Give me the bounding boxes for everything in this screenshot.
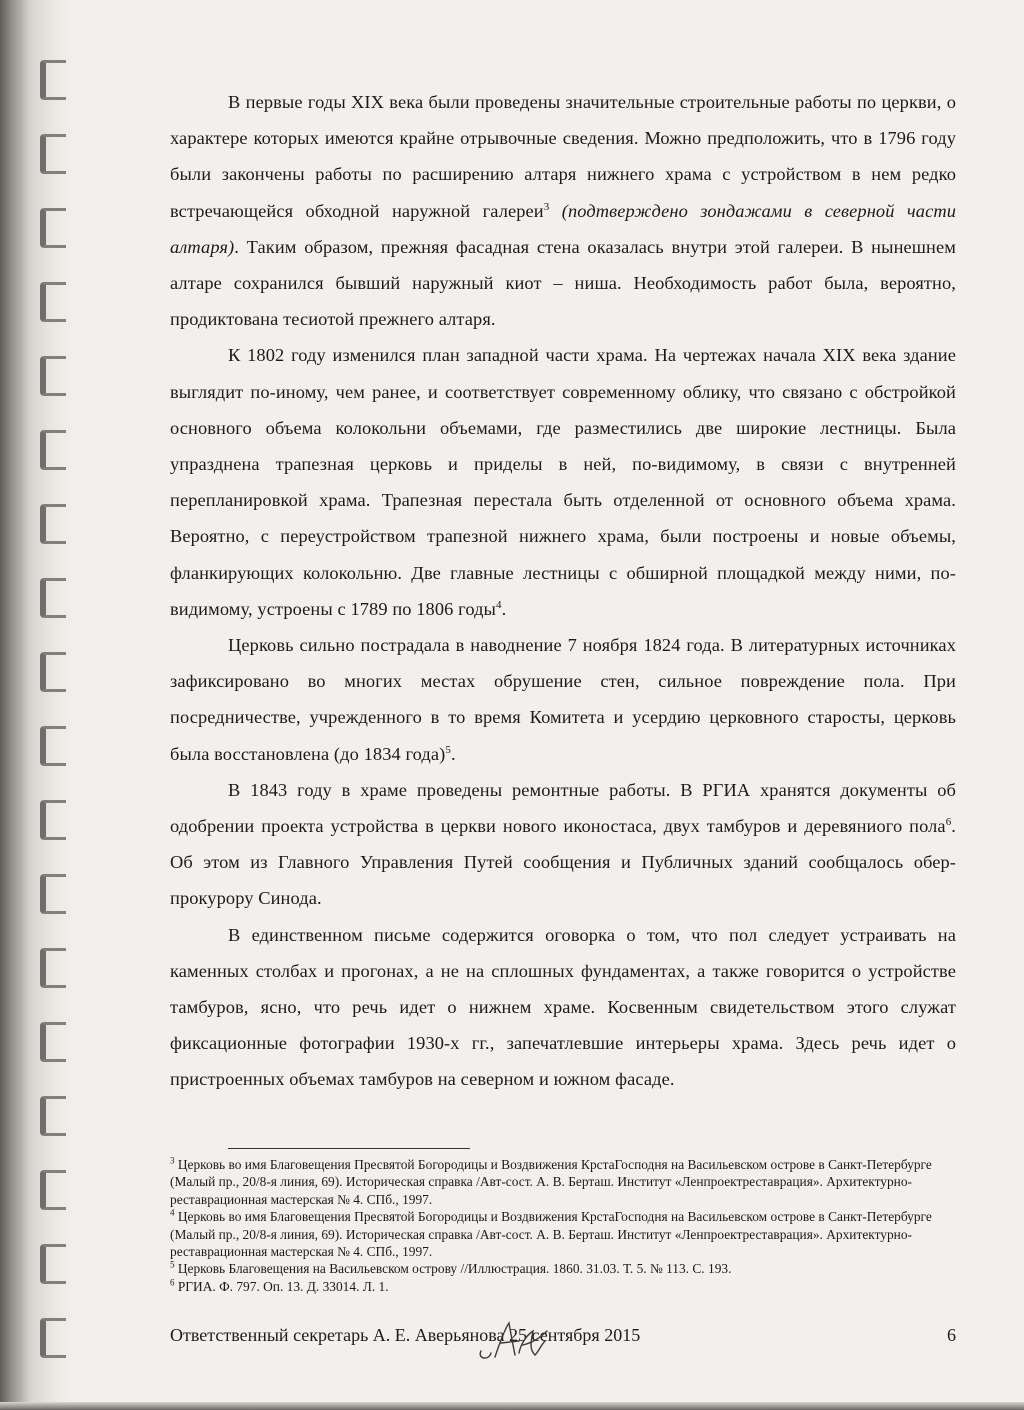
binder-ring bbox=[40, 726, 66, 766]
footnote-ref-6[interactable]: 6 bbox=[945, 815, 952, 828]
binder-ring bbox=[40, 134, 66, 174]
binder-ring bbox=[40, 282, 66, 322]
paragraph-1: В первые годы XIX века были проведены значительные строительные работы по церкви, о характере которых имеются крайне отрывочные сведения. Можно предположить, что в 1796 году были закончены работы по расширению алтаря нижнего храма с устройством в нем редко встречающейся обходной наружной галереи$^3$ (подтверждено зондажами в северной части алтаря). Таким образом, прежняя фасадная стена оказалась внутри этой галереи. В нынешнем алтаре сохранился бывший наружный киот – ниша. Необходимость работ была, вероятно, продиктована тесиотой прежнего алтаря. bbox=[170, 92, 957, 330]
binder-ring bbox=[40, 578, 66, 618]
binder-rings bbox=[40, 0, 74, 1410]
footnote-ref-5[interactable]: 5 bbox=[445, 743, 451, 756]
italic-note: (подтверждено зондажами в северной части алтаря) bbox=[170, 200, 957, 257]
binder-ring bbox=[40, 504, 66, 544]
footnote-6: $^6$ РГИА. Ф. 797. Оп. 13. Д. 33014. Л. 1. bbox=[170, 1277, 389, 1294]
binder-ring bbox=[40, 1096, 66, 1136]
document-body bbox=[170, 84, 956, 1098]
page-footer bbox=[170, 1321, 956, 1365]
footnotes bbox=[170, 1156, 956, 1295]
paragraph-4: В 1843 году в храме проведены ремонтные работы. В РГИА хранятся документы об одобрении проекта устройства в церкви нового иконостаса, двух тамбуров и деревяниого пола$^6$. Об этом из Главного Управления Путей сообщения и Публичных зданий сообщалось обер-прокурору Синода. bbox=[170, 779, 956, 909]
binder-ring bbox=[40, 1244, 66, 1284]
binder-ring bbox=[40, 1318, 66, 1358]
footnote-ref-3[interactable]: 3 bbox=[543, 200, 550, 213]
binder-ring bbox=[40, 1170, 66, 1210]
binder-ring bbox=[40, 430, 66, 470]
footnote-5: $^5$ Церковь Благовещения на Васильевском острову //Иллюстрация. 1860. 31.03. Т. 5. № 113. С. 193. bbox=[170, 1259, 732, 1277]
binder-ring bbox=[40, 874, 66, 914]
scan-bottom-edge bbox=[0, 1402, 1024, 1410]
binder-spine bbox=[0, 0, 74, 1410]
paragraph-3: Церковь сильно пострадала в наводнение 7 ноября 1824 года. В литературных источниках зафиксировано во многих местах обрушение стен, сильное повреждение пола. При посредничестве, учрежденного в то время Комитета и усердию церковного старосты, церковь была восстановлена (до 1834 года)$^5$. bbox=[170, 635, 956, 764]
footnote-separator bbox=[228, 1148, 470, 1149]
binder-ring bbox=[40, 1022, 66, 1062]
footnote-ref-4[interactable]: 4 bbox=[496, 598, 502, 611]
binder-ring bbox=[40, 60, 66, 100]
handwritten-signature bbox=[475, 1317, 555, 1363]
binder-ring bbox=[40, 208, 66, 248]
secretary-line: Ответственный секретарь А. Е. Аверьянова 25 сентября 2015 bbox=[170, 1325, 641, 1345]
page-number: 6 bbox=[947, 1325, 956, 1345]
binder-ring bbox=[40, 948, 66, 988]
paragraph-2: К 1802 году изменился план западной части храма. На чертежах начала XIX века здание выглядит по-иному, чем ранее, и соответствует современному облику, что связано с обстройкой основного объема колокольни объемами, где разместились две широкие лестницы. Была упразднена трапезная церковь и приделы в ней, по-видимому, в связи с внутренней перепланировкой храма. Трапезная перестала быть отделенной от основного объема храма. Вероятно, с переустройством трапезной нижнего храма, были построены и новые объемы, фланкирующих колокольню. Две главные лестницы с обширной площадкой между ними, по-видимому, устроены с 1789 по 1806 годы$^4$. bbox=[170, 345, 956, 619]
binder-ring bbox=[40, 356, 66, 396]
paragraph-5: В единственном письме содержится оговорка о том, что пол следует устраивать на каменных столбах и прогонах, а не на сплошных фундаментах, а также говорится о устройстве тамбуров, ясно, что речь идет о нижнем храме. Косвенным свидетельством этого служат фиксационные фотографии 1930-х гг., запечатлевшие интерьеры храма. Здесь речь идет о пристроенных объемах тамбуров на северном и южном фасаде. bbox=[170, 924, 956, 1090]
binder-ring bbox=[40, 800, 66, 840]
binder-ring bbox=[40, 652, 66, 692]
footnote-4: $^4$ Церковь во имя Благовещения Пресвятой Богородицы и Воздвижения КрстаГосподня на Васильевском острове в Санкт-Петербурге (Малый пр., 20/8-я линия, 69). Историческая справка /Авт-сост. А. В. Берташ. Институт «Ленпроектреставрация». Архитектурно-реставрационная мастерская № 4. СПб., 1997. bbox=[170, 1207, 932, 1260]
footnote-3: $^3$ Церковь во имя Благовещения Пресвятой Богородицы и Воздвижения КрстаГосподня на Васильевском острове в Санкт-Петербурге (Малый пр., 20/8-я линия, 69). Историческая справка /Авт-сост. А. В. Берташ. Институт «Ленпроектреставрация». Архитектурно-реставрационная мастерская № 4. СПб., 1997. bbox=[170, 1155, 932, 1207]
